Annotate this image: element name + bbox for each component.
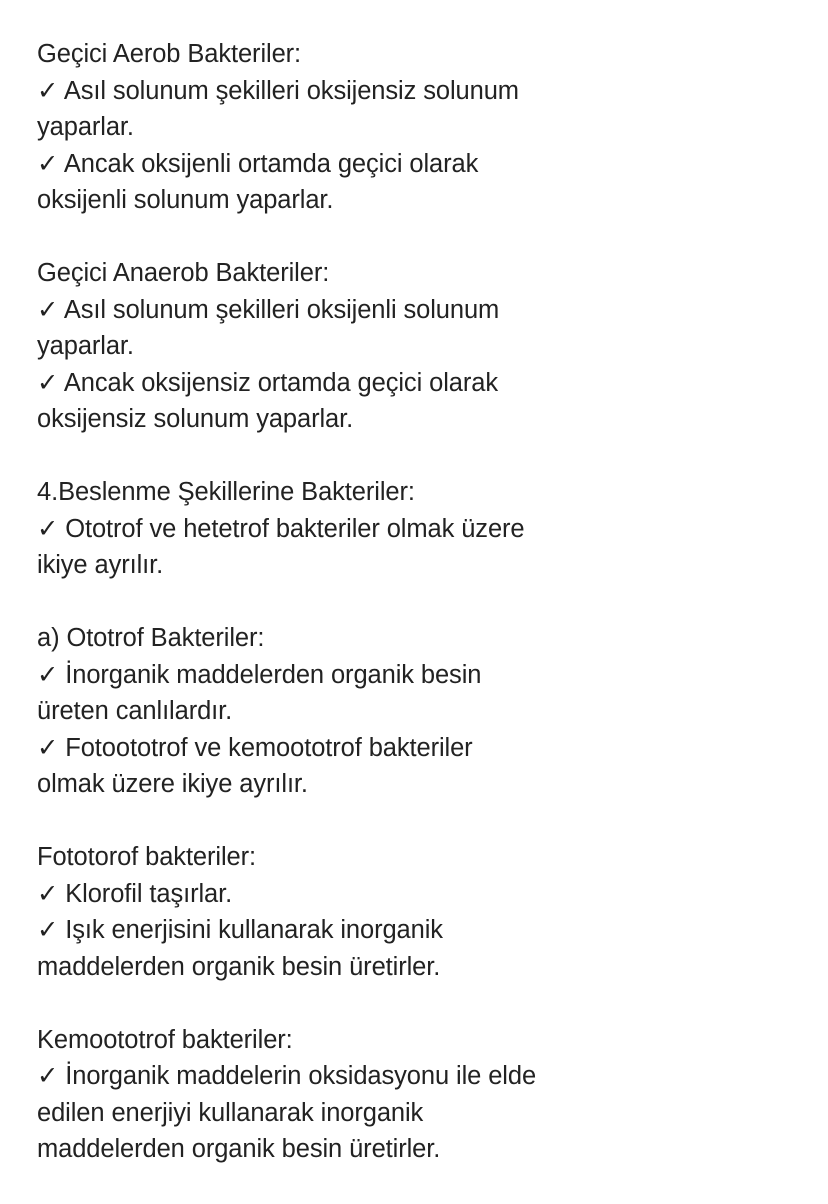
- bullet-line: maddelerden organik besin üretirler.: [37, 1135, 441, 1163]
- bullet-line: ✓ Klorofil taşırlar.: [37, 879, 233, 908]
- bullet-item: [37, 292, 536, 365]
- section: [37, 1022, 536, 1168]
- section-title: a) Ototrof Bakteriler:: [37, 624, 265, 652]
- bullet-item: [37, 511, 536, 584]
- bullet-item: [37, 876, 536, 913]
- bullet-line: ✓ Asıl solunum şekilleri oksijensiz solunum: [37, 76, 519, 105]
- bullet-line: olmak üzere ikiye ayrılır.: [37, 770, 308, 798]
- section: [37, 255, 536, 438]
- bullet-line: oksijenli solunum yaparlar.: [37, 186, 334, 214]
- bullet-line: ✓ İnorganik maddelerden organik besin: [37, 660, 482, 689]
- bullet-line: yaparlar.: [37, 113, 134, 141]
- section: [37, 474, 536, 584]
- section: [37, 839, 536, 985]
- section-title: 4.Beslenme Şekillerine Bakteriler:: [37, 478, 415, 506]
- bullet-line: ✓ Işık enerjisini kullanarak inorganik: [37, 916, 443, 944]
- bullet-line: ikiye ayrılır.: [37, 551, 164, 579]
- section-title: Kemoototrof bakteriler:: [37, 1025, 293, 1054]
- section-title: Fototorof bakteriler:: [37, 843, 256, 871]
- bullet-item: [37, 1058, 536, 1168]
- bullet-line: maddelerden organik besin üretirler.: [37, 952, 441, 981]
- bullet-item: [37, 73, 536, 146]
- bullet-line: ✓ Fotoototrof ve kemoototrof bakteriler: [37, 733, 473, 762]
- bullet-line: ✓ İnorganik maddelerin oksidasyonu ile elde: [37, 1062, 537, 1090]
- section-title: Geçici Anaerob Bakteriler:: [37, 259, 330, 287]
- bullet-line: edilen enerjiyi kullanarak inorganik: [37, 1098, 424, 1127]
- document-body: [37, 36, 536, 1204]
- bullet-item: [37, 912, 536, 985]
- bullet-line: yaparlar.: [37, 332, 134, 360]
- bullet-item: [37, 657, 536, 730]
- bullet-line: üreten canlılardır.: [37, 697, 233, 725]
- bullet-line: ✓ Asıl solunum şekilleri oksijenli solunum: [37, 295, 500, 324]
- bullet-line: oksijensiz solunum yaparlar.: [37, 405, 354, 433]
- bullet-line: ✓ Ancak oksijensiz ortamda geçici olarak: [37, 368, 498, 397]
- bullet-item: [37, 730, 536, 803]
- section: [37, 620, 536, 803]
- bullet-line: ✓ Ototrof ve hetetrof bakteriler olmak üzere: [37, 514, 525, 543]
- bullet-item: [37, 365, 536, 438]
- bullet-item: [37, 146, 536, 219]
- bullet-line: ✓ Ancak oksijenli ortamda geçici olarak: [37, 149, 479, 178]
- section-title: Geçici Aerob Bakteriler:: [37, 40, 302, 68]
- section: [37, 36, 536, 219]
